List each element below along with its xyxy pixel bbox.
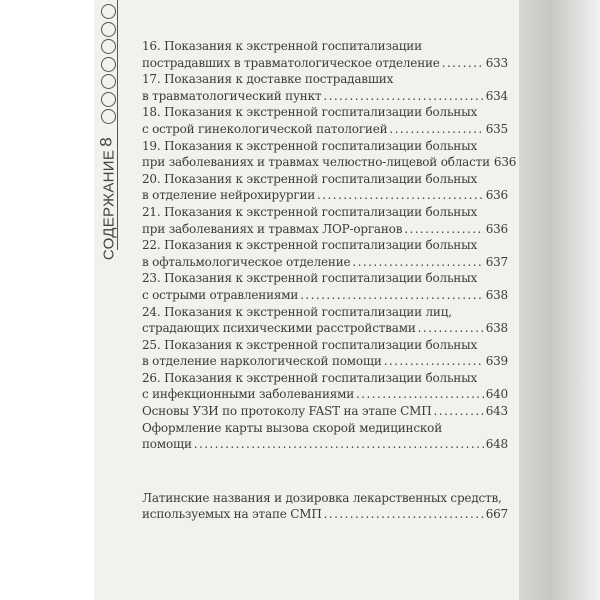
leader-dots	[418, 320, 484, 337]
entry-title-line1: 17. Показания к доставке пострадавших	[142, 72, 394, 87]
entry-title-line1: 19. Показания к экстренной госпитализации больных	[142, 138, 478, 153]
toc-entry[interactable]	[142, 370, 508, 403]
entry-page: 667	[485, 507, 508, 522]
entry-title-line1: 21. Показания к экстренной госпитализации больных	[142, 204, 478, 219]
leader-dots	[404, 221, 483, 238]
entry-page: 643	[485, 404, 508, 419]
entry-title-line1: 20. Показания к экстренной госпитализации больных	[142, 171, 478, 186]
entry-title-line2: помощи	[142, 437, 192, 452]
entry-title-line1: 16. Показания к экстренной госпитализации	[142, 39, 422, 53]
toc-entry[interactable]	[142, 104, 508, 137]
entry-title-line2: с инфекционными заболеваниями	[142, 387, 355, 402]
entry-title-line1: 18. Показания к экстренной госпитализации больных	[142, 105, 478, 120]
leader-dots	[317, 187, 484, 204]
leader-dots	[442, 55, 484, 72]
toc-entry[interactable]	[142, 403, 508, 420]
entry-page: 633	[485, 55, 508, 70]
toc-entry[interactable]	[142, 304, 508, 337]
entry-title-line1: 26. Показания к экстренной госпитализации больных	[142, 370, 478, 385]
entry-title-line1: Латинские названия и дозировка лекарственных средств,	[142, 490, 502, 505]
entry-title-line2: используемых на этапе СМП	[142, 507, 322, 522]
circle-icon	[101, 92, 116, 107]
toc-entry[interactable]	[142, 420, 508, 453]
toc-entry[interactable]	[142, 38, 508, 71]
entry-title-line2: при заболеваниях и травмах челюстно-лицевой области	[142, 155, 490, 170]
circle-icon	[101, 74, 116, 89]
page-number: 8	[96, 137, 116, 147]
entry-page: 635	[485, 121, 508, 136]
table-of-contents	[142, 38, 517, 523]
entry-title-line2: Основы УЗИ по протоколу FAST на этапе СМП	[142, 404, 432, 419]
entry-title-line2: в травматологический пункт	[142, 88, 322, 103]
toc-entry[interactable]	[142, 138, 517, 171]
entry-title-line2: в отделение наркологической помощи	[142, 354, 382, 369]
leader-dots	[323, 88, 483, 105]
page-edge	[519, 0, 600, 600]
entry-title-line2: в отделение нейрохирургии	[142, 188, 316, 203]
toc-entry[interactable]	[142, 71, 508, 104]
leader-dots	[384, 353, 484, 370]
circle-icon	[101, 22, 116, 37]
entry-page: 648	[485, 437, 508, 452]
circle-icon	[101, 109, 116, 124]
toc-entry[interactable]	[142, 171, 508, 204]
entry-title-line2: в офтальмологическое отделение	[142, 254, 351, 269]
entry-title-line2: при заболеваниях и травмах ЛОР-органов	[142, 221, 403, 236]
leader-dots	[356, 386, 484, 403]
entry-page: 639	[485, 354, 508, 369]
circle-icon	[101, 39, 116, 54]
entry-title-line1: 25. Показания к экстренной госпитализации больных	[142, 337, 478, 352]
entry-title-line1: 22. Показания к экстренной госпитализации больных	[142, 238, 478, 253]
toc-entry[interactable]	[142, 490, 508, 523]
entry-title-line2: с острыми отравлениями	[142, 287, 299, 302]
entry-page: 636	[485, 221, 508, 236]
toc-entry[interactable]	[142, 270, 508, 303]
spacer	[142, 453, 508, 490]
leader-dots	[389, 121, 483, 138]
entry-title-line1: 24. Показания к экстренной госпитализации лиц,	[142, 304, 452, 319]
decorative-circles	[101, 4, 117, 127]
leader-dots	[300, 287, 484, 304]
entry-page: 640	[485, 387, 508, 402]
entry-title-line2: пострадавших в травматологическое отделение	[142, 55, 440, 70]
entry-page: 634	[485, 88, 508, 103]
toc-entry[interactable]	[142, 204, 508, 237]
leader-dots	[433, 403, 483, 420]
entry-title-line2: страдающих психическими расстройствами	[142, 321, 416, 336]
leader-dots	[324, 506, 484, 523]
entry-page: 638	[485, 287, 508, 302]
entry-title-line1: 23. Показания к экстренной госпитализации больных	[142, 271, 478, 286]
entry-title-line1: Оформление карты вызова скорой медицинской	[142, 420, 442, 435]
entry-page: 638	[485, 321, 508, 336]
toc-entry[interactable]	[142, 337, 508, 370]
entry-page: 636	[485, 188, 508, 203]
entry-page: 637	[485, 254, 508, 269]
circle-icon	[101, 4, 116, 19]
circle-icon	[101, 57, 116, 72]
section-title: СОДЕРЖАНИЕ	[100, 149, 118, 261]
leader-dots	[352, 254, 483, 271]
entry-page: 636	[493, 155, 517, 170]
toc-entry[interactable]	[142, 237, 508, 270]
entry-title-line2: с острой гинекологической патологией	[142, 121, 388, 136]
leader-dots	[194, 436, 484, 453]
